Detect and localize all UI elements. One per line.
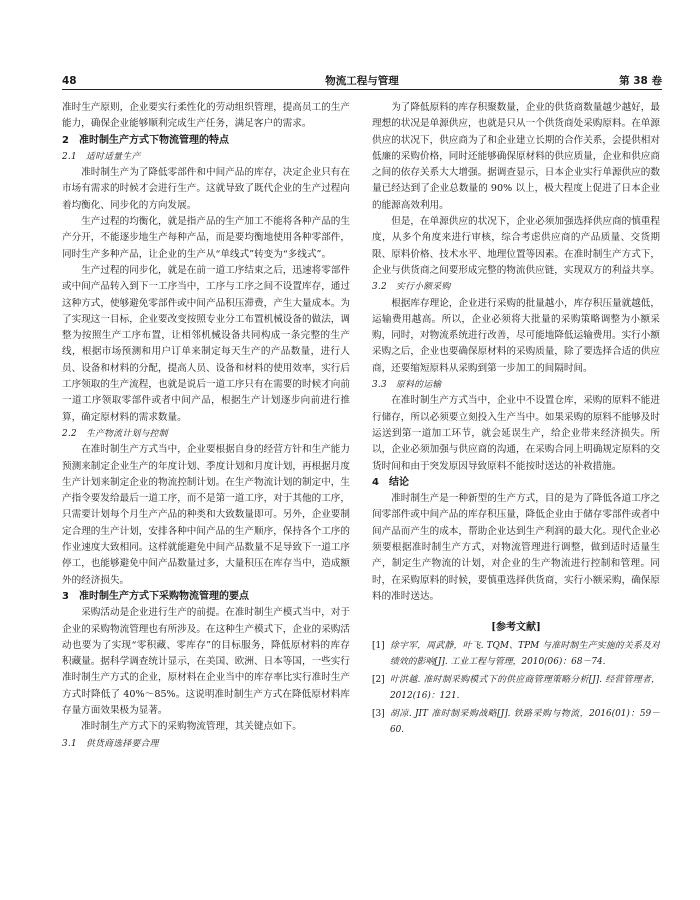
body-paragraph: 但是，在单源供应的状况下，企业必须加强选择供应商的慎重程度，从多个角度来进行审核，综合考虑供应商的产品质量、交货期限、原料价格、技术水平、地理位置等因素。在准时制生产方式下，企业与供货商之间要形成完整的物流供应链，实现双方的利益共享。 [372, 216, 660, 276]
reference-number: [1] [372, 641, 385, 652]
page-number: 48 [62, 75, 77, 87]
body-paragraph: 在准时制生产方式当中，企业要根据自身的经营方针和生产能力预测来制定企业生产的年度计划、季度计划和月度计划，再根据月度生产计划来制定企业的物流控制计划。在生产物流计划的制定中，生产指令要发给最后一道工序，而不是第一道工序，对于其他的工序，只需要计划每个月生产产品的种类和大致数量即可。另外，企业要制定合理的生产计划，安排各种中间产品的生产顺序，保持各个工序的作业速度大致相同。这样就能避免中间产品数量不足导致下一道工序停工，也能够避免中间产品数量过多，大量积压在库存当中，造成额外的经济损失。 [62, 444, 350, 586]
reference-text: 徐宇军，周武静，叶飞. TQM、TPM 与准时制生产实施的关系及对绩效的影响[J]. 工业工程与管理，2010(06)：68－74. [390, 641, 660, 667]
body-paragraph: 准时制生产为了降低零部件和中间产品的库存，决定企业只有在市场有需求的时候才会进行生产。这就导致了既代企业的生产过程向着均衡化、同步化的方向发展。 [62, 167, 350, 211]
section-heading: 4 结论 [372, 476, 409, 488]
reference-text: 胡凉. JIT 准时制采购战略[J]. 铁路采购与物流，2016(01)：59－60. [390, 709, 660, 735]
body-paragraph: 生产过程的均衡化，就是指产品的生产加工不能将各种产品的生产分开，不能逐步地生产每种产品，而是要均衡地使用各种零部件，同时生产多种产品，让企业的生产从“单线式”转变为“多线式”。 [62, 216, 350, 260]
page-header [62, 72, 662, 90]
subsection-heading: 3.1 供货商选择要合理 [62, 738, 159, 749]
body-paragraph: 生产过程的同步化，就是在前一道工序结束之后，迅速将零部件或中间产品转入到下一工序当中，工序与工序之间不设置库存，通过这种方式，使够避免零部件或中间产品积压滞费，产生大量成本。为了实现这一目标，企业要改变按照专业分工布置机械设备的做法，调整为按照生产工序布置，让相邻机械设备共同构成一条完整的生产线，根据市场预测和用户订单来制定每天生产的产品数量，进行人员、设备和材料的分配，提高人员、设备和材料的使用效率，实行后工序领取的生产流程，也就是说后一道工序只有在需要的时候才向前一道工序领取零部件或者中间产品，根据生产计划逐步向前进行推算，确定原材料的需求数量。 [62, 264, 350, 423]
body-paragraph: 在准时制生产方式当中，企业中不设置仓库，采购的原料不能进行储存，所以必须要立刻投入生产当中。如果采购的原料不能够及时运送到第一道加工环节，就会延误生产，给企业带来经济损失。所以，企业必须加强与供应商的沟通，在采购合同上明确规定原料的交货时间和由于突发原因导致原料不能按时送达的补救措施。 [372, 395, 660, 472]
right-column-body [372, 100, 660, 605]
body-paragraph: 采购活动是企业进行生产的前提。在准时制生产模式当中，对于企业的采购物流管理也有所涉及。在这种生产模式下，企业的采购活动也要为了实现“零积藏、零库存”的目标服务，降低原材料的库存积藏量。据科学调查统计显示，在美国、欧洲、日本等国，一些实行准时制生产方式的企业，原材料在企业当中的库存率比实行准时生产方式时降低了 40%～85%。这说明准时制生产方式在降低原材料库存量方面效果极为显著。 [62, 607, 350, 716]
body-paragraph: 准时生产原则，企业要实行柔性化的劳动组织管理，提高员工的生产能力，确保企业能够顺利完成生产任务，满足客户的需求。 [62, 102, 350, 130]
right-column [372, 100, 660, 870]
reference-item [372, 707, 660, 738]
subsection-heading: 2.2 生产物流计划与控制 [62, 428, 168, 439]
body-paragraph: 准时制生产是一种新型的生产方式，目的是为了降低各道工序之间零部件或中间产品的库存积压量，降低企业由于储存零部件或者中间产品而产生的成本，帮助企业达到生产利润的最大化。现代企业必须要根据准时制生产方式，对物流管理进行调整，做到适时适量生产，制定生产物流的计划，对企业的生产物流进行控制和管理。同时，在采购原料的时候，要慎重选择供货商，实行小额采购，确保原料的准时送达。 [372, 493, 660, 602]
references-list [372, 639, 660, 738]
subsection-heading: 3.2 实行小额采购 [372, 282, 451, 293]
body-paragraph: 根据库存理论，企业进行采购的批量越小，库存积压量就越低，运输费用越高。所以，企业必须将大批量的采购策略调整为小额采购，同时，对物流系统进行改善，尽可能地降低运输费用。实行小额采购之后，企业也要确保原材料的采购质量，除了要选择合适的供应商，还要缩短原料从采购到第一步加工的间隔时间。 [372, 297, 660, 374]
references-section [372, 619, 660, 738]
volume-label: 第 38 卷 [619, 75, 662, 87]
section-heading: 3 准时制生产方式下采购物流管理的要点 [62, 590, 249, 602]
left-column [62, 100, 350, 870]
reference-number: [2] [372, 675, 385, 686]
reference-text: 叶洪越. 准时制采购模式下的供应商管理策略分析[J]. 经营管理者，2012(16)：121. [390, 675, 660, 701]
references-title: [参考文献] [491, 622, 541, 634]
reference-item [372, 639, 660, 670]
journal-title: 物流工程与管理 [325, 75, 399, 87]
reference-item [372, 673, 660, 704]
subsection-heading: 3.3 原料的运输 [372, 380, 442, 391]
reference-number: [3] [372, 709, 385, 720]
section-heading: 2 准时制生产方式下物流管理的特点 [62, 134, 229, 146]
body-paragraph: 准时制生产方式下的采购物流管理，其关键点如下。 [81, 721, 302, 733]
body-paragraph: 为了降低原料的库存积聚数量，企业的供货商数量越少越好，最理想的状况是单源供应，也就是只从一个供货商处采购原料。在单源供应的状况下，供应商为了和企业建立长期的合作关系，会提供相对低廉的采购价格，同时还能够确保原材料的供应质量，企业和供应商之间的依存关系大大增强。据调查显示，日本企业实行单源供应的数量已经达到了企业总数量的 90% 以上，极大程度上促进了日本企业的能源高效利用。 [372, 102, 660, 211]
subsection-heading: 2.1 适时适量生产 [62, 151, 141, 162]
